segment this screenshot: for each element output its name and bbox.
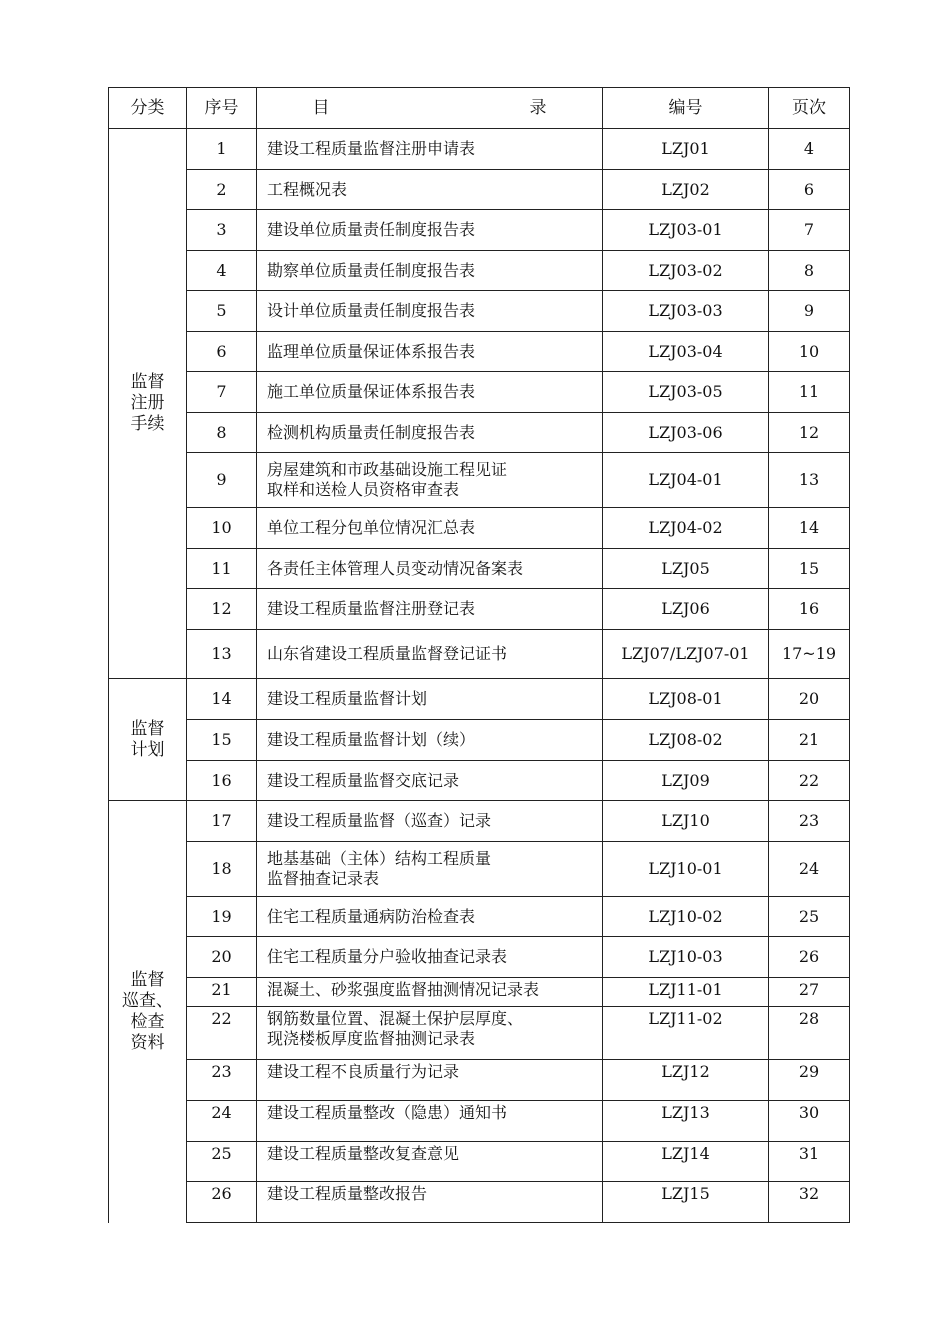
table-row	[109, 897, 850, 937]
page-cell: 21	[769, 720, 850, 761]
code-cell: LZJ10	[603, 801, 769, 842]
title-line: 地基基础（主体）结构工程质量	[267, 849, 492, 868]
code-cell: LZJ10-02	[603, 897, 769, 937]
table-row	[109, 508, 850, 549]
category-label-line: 监督	[130, 969, 165, 990]
category-cell	[109, 679, 187, 801]
page-cell: 12	[769, 413, 850, 453]
table-row	[109, 170, 850, 210]
table-row	[109, 1007, 850, 1060]
title-cell	[257, 129, 603, 170]
title-line: 建设工程质量监督计划（续）	[267, 730, 476, 749]
title-line: 房屋建筑和市政基础设施工程见证	[267, 460, 508, 479]
page-cell: 13	[769, 453, 850, 508]
page-cell: 32	[769, 1182, 850, 1223]
page-cell: 8	[769, 251, 850, 291]
title-line: 建设工程质量整改复查意见	[267, 1144, 460, 1163]
code-cell: LZJ12	[603, 1060, 769, 1101]
seq-cell: 15	[187, 720, 257, 761]
category-label-line: 巡查、	[122, 990, 173, 1011]
page-cell: 14	[769, 508, 850, 549]
title-cell	[257, 1101, 603, 1142]
title-cell	[257, 720, 603, 761]
code-cell: LZJ03-06	[603, 413, 769, 453]
category-label-line: 检查	[130, 1011, 165, 1032]
toc-table	[108, 87, 850, 1223]
code-cell: LZJ03-05	[603, 372, 769, 413]
page-cell: 22	[769, 761, 850, 801]
category-label-line: 监督	[130, 372, 165, 392]
title-cell	[257, 170, 603, 210]
title-line: 建设单位质量责任制度报告表	[267, 220, 476, 239]
title-line: 各责任主体管理人员变动情况备案表	[267, 558, 524, 578]
title-line: 住宅工程质量分户验收抽查记录表	[267, 947, 508, 966]
seq-cell: 18	[187, 842, 257, 897]
title-line: 施工单位质量保证体系报告表	[267, 382, 476, 401]
title-cell	[257, 589, 603, 630]
seq-cell: 11	[187, 549, 257, 589]
table-row	[109, 332, 850, 372]
code-cell: LZJ10-01	[603, 842, 769, 897]
page-cell: 11	[769, 372, 850, 413]
seq-cell: 23	[187, 1060, 257, 1101]
code-cell: LZJ09	[603, 761, 769, 801]
table-row	[109, 679, 850, 720]
seq-cell: 7	[187, 372, 257, 413]
title-line: 混凝土、砂浆强度监督抽测情况记录表	[267, 980, 540, 999]
seq-cell: 12	[187, 589, 257, 630]
title-cell	[257, 210, 603, 251]
title-cell	[257, 332, 603, 372]
title-line: 现浇楼板厚度监督抽测记录表	[267, 1029, 476, 1048]
table-row	[109, 801, 850, 842]
seq-cell: 17	[187, 801, 257, 842]
title-cell	[257, 453, 603, 508]
title-line: 建设工程质量监督注册申请表	[267, 139, 476, 158]
code-cell: LZJ11-02	[603, 1007, 769, 1060]
category-label-line: 计划	[130, 739, 165, 760]
code-cell: LZJ02	[603, 170, 769, 210]
title-cell	[257, 761, 603, 801]
title-line: 山东省建设工程质量监督登记证书	[267, 644, 508, 663]
page-cell: 15	[769, 549, 850, 589]
seq-cell: 8	[187, 413, 257, 453]
table-row	[109, 1101, 850, 1142]
page-cell: 31	[769, 1142, 850, 1182]
code-cell: LZJ04-01	[603, 453, 769, 508]
code-cell: LZJ03-02	[603, 251, 769, 291]
header-code: 编号	[603, 88, 769, 129]
title-line: 设计单位质量责任制度报告表	[267, 301, 476, 320]
table-row	[109, 589, 850, 630]
title-cell	[257, 1007, 603, 1060]
category-label-line: 注册	[130, 393, 165, 413]
title-cell	[257, 508, 603, 549]
category-label-line: 手续	[130, 414, 165, 434]
page-cell: 16	[769, 589, 850, 630]
page-cell: 25	[769, 897, 850, 937]
seq-cell: 13	[187, 630, 257, 679]
table-row	[109, 210, 850, 251]
seq-cell: 14	[187, 679, 257, 720]
title-line: 建设工程质量监督计划	[267, 689, 428, 708]
title-cell	[257, 630, 603, 679]
page-cell: 23	[769, 801, 850, 842]
code-cell: LZJ03-04	[603, 332, 769, 372]
code-cell: LZJ07/LZJ07-01	[603, 630, 769, 679]
page-cell: 28	[769, 1007, 850, 1060]
header-title	[257, 88, 603, 129]
seq-cell: 16	[187, 761, 257, 801]
table-row	[109, 549, 850, 589]
title-line: 建设工程质量监督（巡查）记录	[267, 811, 492, 830]
title-cell	[257, 549, 603, 589]
title-cell	[257, 842, 603, 897]
table-row	[109, 761, 850, 801]
code-cell: LZJ11-01	[603, 978, 769, 1007]
seq-cell: 24	[187, 1101, 257, 1142]
header-category: 分类	[109, 88, 187, 129]
page-cell: 24	[769, 842, 850, 897]
table-row	[109, 720, 850, 761]
header-seq: 序号	[187, 88, 257, 129]
title-line: 建设工程质量整改报告	[267, 1184, 428, 1203]
title-cell	[257, 897, 603, 937]
title-cell	[257, 937, 603, 978]
title-cell	[257, 251, 603, 291]
page-cell: 10	[769, 332, 850, 372]
title-line: 建设工程质量整改（隐患）通知书	[267, 1103, 508, 1122]
code-cell: LZJ01	[603, 129, 769, 170]
code-cell: LZJ06	[603, 589, 769, 630]
code-cell: LZJ08-02	[603, 720, 769, 761]
title-line: 取样和送检人员资格审查表	[267, 480, 460, 499]
header-title-right: 录	[529, 98, 547, 118]
table-row	[109, 291, 850, 332]
page-cell: 17~19	[769, 630, 850, 679]
category-label-line: 资料	[130, 1032, 165, 1053]
toc-body	[109, 129, 850, 1223]
title-cell	[257, 801, 603, 842]
title-line: 住宅工程质量通病防治检查表	[267, 906, 476, 926]
title-cell	[257, 978, 603, 1007]
code-cell: LZJ05	[603, 549, 769, 589]
table-row	[109, 630, 850, 679]
title-line: 单位工程分包单位情况汇总表	[267, 518, 476, 537]
table-row	[109, 372, 850, 413]
page-cell: 20	[769, 679, 850, 720]
title-line: 监督抽查记录表	[267, 869, 380, 888]
code-cell: LZJ14	[603, 1142, 769, 1182]
table-row	[109, 842, 850, 897]
title-line: 钢筋数量位置、混凝土保护层厚度、	[267, 1009, 524, 1028]
category-cell	[109, 129, 187, 679]
seq-cell: 1	[187, 129, 257, 170]
code-cell: LZJ15	[603, 1182, 769, 1223]
page-cell: 7	[769, 210, 850, 251]
title-line: 检测机构质量责任制度报告表	[267, 422, 476, 442]
title-cell	[257, 413, 603, 453]
category-cell	[109, 801, 187, 1223]
table-row	[109, 937, 850, 978]
title-line: 工程概况表	[267, 179, 348, 199]
page-cell: 26	[769, 937, 850, 978]
title-cell	[257, 1060, 603, 1101]
title-line: 建设工程质量监督交底记录	[267, 770, 460, 790]
title-line: 建设工程不良质量行为记录	[267, 1062, 460, 1081]
seq-cell: 5	[187, 291, 257, 332]
code-cell: LZJ04-02	[603, 508, 769, 549]
title-line: 勘察单位质量责任制度报告表	[267, 260, 476, 280]
table-row	[109, 413, 850, 453]
table-row	[109, 129, 850, 170]
code-cell: LZJ08-01	[603, 679, 769, 720]
table-row	[109, 1182, 850, 1223]
page-cell: 27	[769, 978, 850, 1007]
table-row	[109, 453, 850, 508]
seq-cell: 4	[187, 251, 257, 291]
seq-cell: 2	[187, 170, 257, 210]
seq-cell: 6	[187, 332, 257, 372]
title-cell	[257, 1142, 603, 1182]
header-page: 页次	[769, 88, 850, 129]
table-row	[109, 251, 850, 291]
seq-cell: 21	[187, 978, 257, 1007]
category-label-line: 监督	[130, 718, 165, 739]
page-cell: 30	[769, 1101, 850, 1142]
page-cell: 4	[769, 129, 850, 170]
code-cell: LZJ03-01	[603, 210, 769, 251]
seq-cell: 9	[187, 453, 257, 508]
title-cell	[257, 372, 603, 413]
seq-cell: 3	[187, 210, 257, 251]
seq-cell: 10	[187, 508, 257, 549]
seq-cell: 20	[187, 937, 257, 978]
table-row	[109, 1142, 850, 1182]
page-cell: 29	[769, 1060, 850, 1101]
seq-cell: 26	[187, 1182, 257, 1223]
header-row	[109, 88, 850, 129]
table-row	[109, 978, 850, 1007]
title-line: 监理单位质量保证体系报告表	[267, 341, 476, 361]
title-cell	[257, 291, 603, 332]
page-cell: 9	[769, 291, 850, 332]
title-line: 建设工程质量监督注册登记表	[267, 599, 476, 618]
table-row	[109, 1060, 850, 1101]
code-cell: LZJ13	[603, 1101, 769, 1142]
title-cell	[257, 679, 603, 720]
seq-cell: 22	[187, 1007, 257, 1060]
page-cell: 6	[769, 170, 850, 210]
seq-cell: 25	[187, 1142, 257, 1182]
header-title-left: 目	[312, 98, 330, 118]
code-cell: LZJ03-03	[603, 291, 769, 332]
seq-cell: 19	[187, 897, 257, 937]
code-cell: LZJ10-03	[603, 937, 769, 978]
title-cell	[257, 1182, 603, 1223]
